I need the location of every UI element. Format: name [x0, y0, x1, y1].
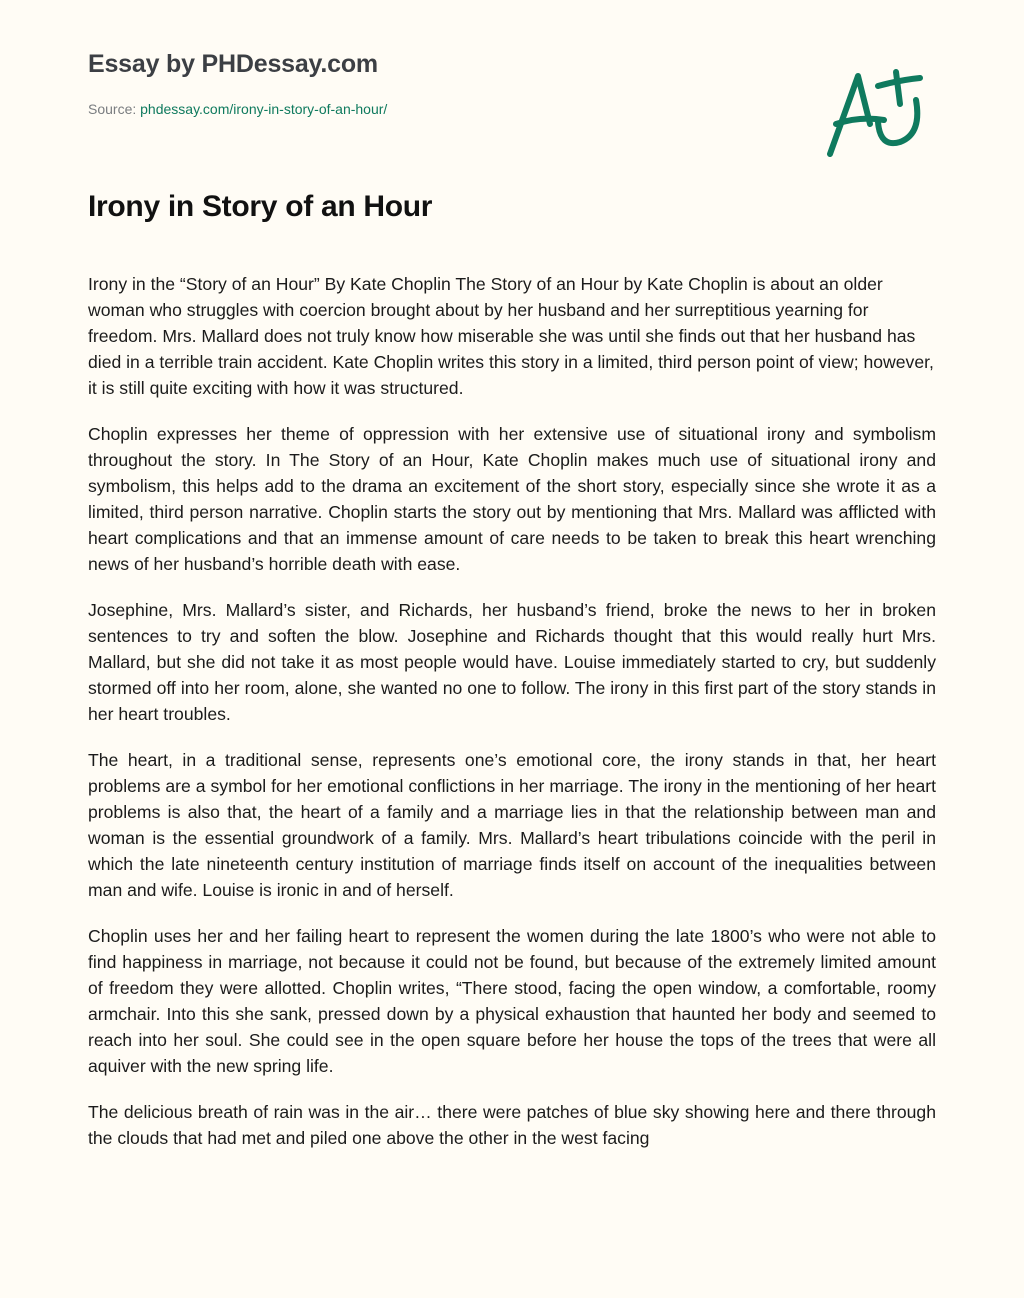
a-plus-logo-icon	[820, 64, 930, 160]
paragraph: Choplin uses her and her failing heart to represent the women during the late 1800’s who were not able to find happiness in marriage, not because it could not be found, but because of the extremely limited amount of freedom they were allotted. Choplin writes, “There stood, facing the open window, a comfortable, roomy armchair. Into this she sank, pressed down by a physical exhaustion that haunted her body and seemed to reach into her soul. She could see in the open square before her house the tops of the trees that were all aquiver with the new spring life.	[88, 926, 936, 1076]
paragraph: Irony in the “Story of an Hour” By Kate Choplin The Story of an Hour by Kate Choplin is about an older woman who struggles with coercion brought about by her husband and her surreptitious yearning for freedom. Mrs. Mallard does not truly know how miserable she was until she finds out that her husband has died in a terrible train accident. Kate Choplin writes this story in a limited, third person point of view; however, it is still quite exciting with how it was structured.	[88, 274, 934, 398]
paragraph: Josephine, Mrs. Mallard’s sister, and Richards, her husband’s friend, broke the news to her in broken sentences to try and soften the blow. Josephine and Richards thought that this would really hurt Mrs. Mallard, but she did not take it as most people would have. Louise immediately started to cry, but suddenly stormed off into her room, alone, she wanted no one to follow. The irony in this first part of the story stands in her heart troubles.	[88, 600, 936, 724]
source-link[interactable]: phdessay.com/irony-in-story-of-an-hour/	[140, 101, 388, 117]
source-line	[88, 101, 387, 117]
paragraph: Choplin expresses her theme of oppression with her extensive use of situational irony and symbolism throughout the story. In The Story of an Hour, Kate Choplin makes much use of situational irony and symbolism, this helps add to the drama an excitement of the short story, especially since she wrote it as a limited, third person narrative. Choplin starts the story out by mentioning that Mrs. Mallard was afflicted with heart complications and that an immense amount of care needs to be taken to break this heart wrenching news of her husband’s horrible death with ease.	[88, 424, 936, 574]
source-label: Source:	[88, 101, 137, 117]
paragraph: The heart, in a traditional sense, represents one’s emotional core, the irony stands in that, her heart problems are a symbol for her emotional conflictions in her marriage. The irony in the mentioning of her heart problems is also that, the heart of a family and a marriage lies in that the relationship between man and woman is the essential groundwork of a family. Mrs. Mallard’s heart tribulations coincide with the peril in which the late nineteenth century institution of marriage finds itself on account of the inequalities between man and wife. Louise is ironic in and of herself.	[88, 750, 936, 900]
essay-body	[88, 271, 936, 1171]
paragraph: The delicious breath of rain was in the air… there were patches of blue sky showing here and there through the clouds that had met and piled one above the other in the west facing	[88, 1102, 936, 1148]
site-brand: Essay by PHDessay.com	[88, 50, 378, 78]
page-title: Irony in Story of an Hour	[88, 190, 433, 223]
